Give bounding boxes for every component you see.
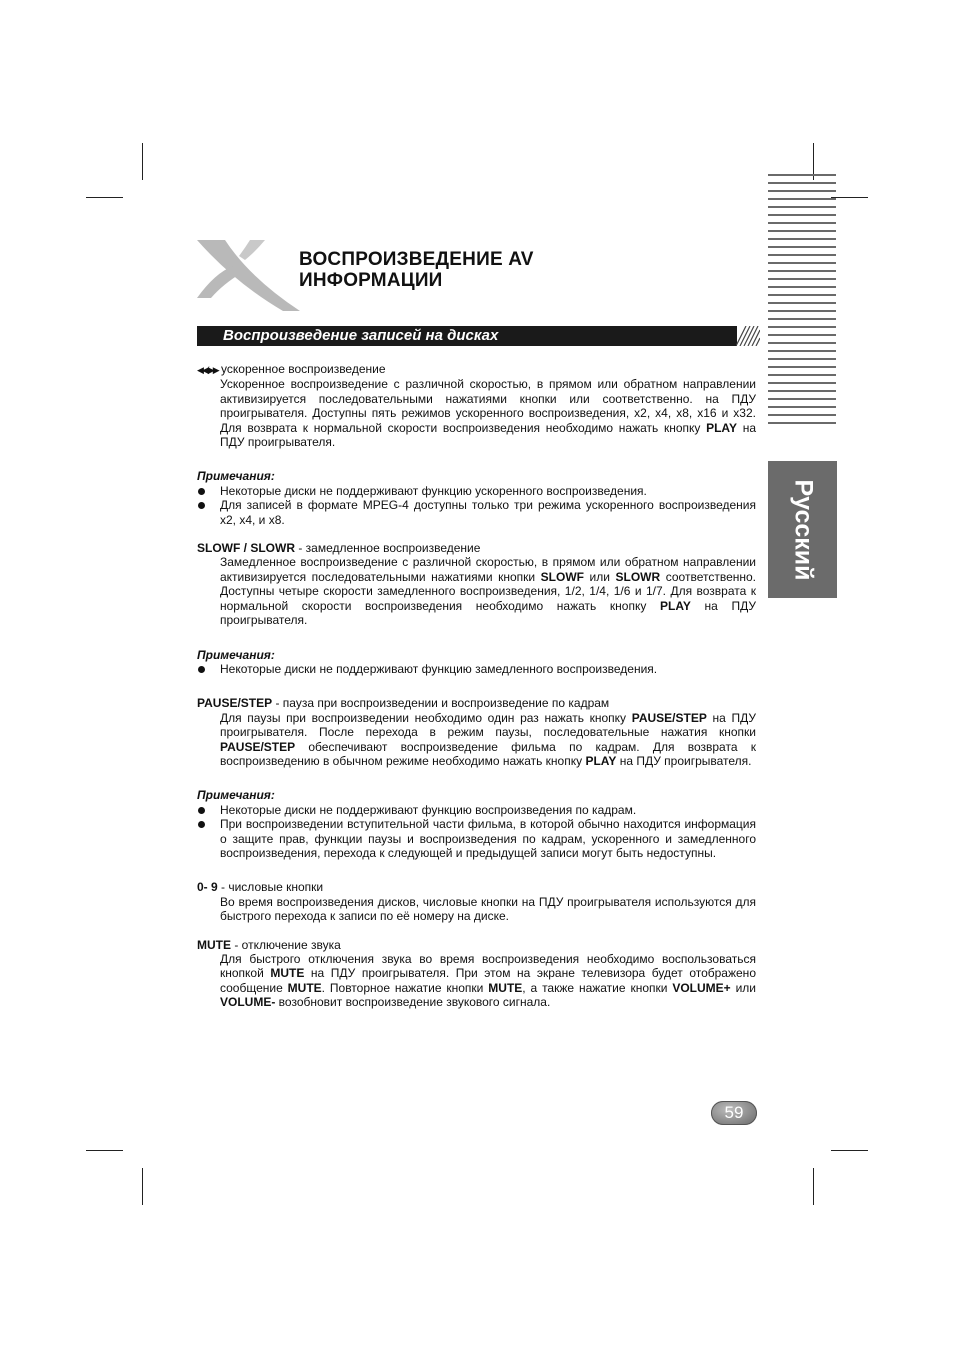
slow-play-text: Замедленное воспроизведение с различной скоростью, в прямом или обратном направлении активизируется последовательными нажатиями кнопки SLOWF или SLOWR соответственно. Доступны четыре скорости замедленного воспроизведения, 1/2, 1/4, 1/6 и 1/7. Для возврата к нормальной скорости воспроизведения необходимо нажать кнопку PLAY на ПДУ проигрывателя. bbox=[220, 555, 756, 628]
list-item: Некоторые диски не поддерживают функцию ускоренного воспроизведения. bbox=[197, 484, 756, 498]
list-item: При воспроизведении вступительной части фильма, в которой обычно находится информация о защите прав, функции паузы и воспроизведения по кадрам, ускоренного и замедленного воспроизведения, перехода к следующей и предыдущей записи могут быть недоступны. bbox=[197, 817, 756, 860]
list-item: Некоторые диски не поддерживают функцию воспроизведения по кадрам. bbox=[197, 803, 756, 817]
pause-step-text: Для паузы при воспроизведении необходимо один раз нажать кнопку PAUSE/STEP на ПДУ проигрывателя. После перехода в режим паузы, последовательные нажатия кнопки PAUSE/STEP обеспечивают воспроизведение фильма по кадрам. Для возврата к воспроизведению в обычном режиме необходимо нажать кнопку PLAY на ПДУ проигрывателя. bbox=[220, 710, 756, 768]
notes-list bbox=[197, 803, 756, 861]
list-item: Некоторые диски не поддерживают функцию замедленного воспроизведения. bbox=[197, 662, 756, 676]
number-keys-text: Во время воспроизведения дисков, числовые кнопки на ПДУ проигрывателя используются для быстрого перехода к записи по её номеру на диске. bbox=[220, 894, 756, 924]
notes-heading: Примечания: bbox=[197, 647, 275, 662]
section-bar: Воспроизведение записей на дисках bbox=[197, 326, 737, 346]
notes-heading: Примечания: bbox=[197, 788, 275, 803]
main-content bbox=[197, 362, 756, 1010]
crop-mark bbox=[86, 1150, 123, 1151]
crop-mark bbox=[813, 1168, 814, 1205]
language-tab-label: Русский bbox=[789, 478, 817, 581]
crop-mark bbox=[86, 197, 123, 198]
crop-mark bbox=[831, 197, 868, 198]
slow-play-heading: SLOWF / SLOWR - замедленное воспроизведение bbox=[197, 541, 481, 556]
hatch-decoration bbox=[736, 326, 760, 346]
fast-play-text: Ускоренное воспроизведение с различной скоростью, в прямом или обратном направлении активизируется последовательными нажатиями кнопки или соответственно. на ПДУ проигрывателя. Доступны пять режимов ускоренного воспроизведения, х2, х4, х8, х16 и х32. Для возврата к нормальной скорости воспроизведения необходимо нажать кнопку PLAY на ПДУ проигрывателя. bbox=[220, 377, 756, 450]
pause-step-heading: PAUSE/STEP - пауза при воспроизведении и воспроизведение по кадрам bbox=[197, 696, 610, 711]
mute-text: Для быстрого отключения звука во время воспроизведения необходимо воспользоваться кнопкой MUTE на ПДУ проигрывателя. При этом на экране телевизора будет отображено сообщение MUTE. Повторное нажатие кнопки MUTE, а также нажатие кнопки VOLUME+ или VOLUME- возобновит воспроизведение звукового сигнала. bbox=[220, 952, 756, 1010]
crop-mark bbox=[142, 143, 143, 180]
notes-list bbox=[197, 484, 756, 527]
notes-list bbox=[197, 662, 756, 676]
title-line-2: ИНФОРМАЦИИ bbox=[299, 270, 443, 291]
fast-rewind-forward-icon: ◀◀/ ▶▶ bbox=[197, 365, 218, 375]
number-keys-heading: 0- 9 - числовые кнопки bbox=[197, 880, 324, 895]
page-title bbox=[299, 249, 534, 291]
page-number: 59 bbox=[711, 1101, 757, 1125]
crop-mark bbox=[831, 1150, 868, 1151]
title-line-1: ВОСПРОИЗВЕДЕНИЕ AV bbox=[299, 249, 534, 270]
notes-heading: Примечания: bbox=[197, 469, 275, 484]
crop-mark bbox=[142, 1168, 143, 1205]
list-item: Для записей в формате MPEG-4 доступны только три режима ускоренного воспроизведения х2, х4, и х8. bbox=[197, 498, 756, 527]
language-tab bbox=[768, 461, 837, 598]
x-brand-logo-icon bbox=[195, 238, 305, 313]
fast-play-heading: ◀◀/ ▶▶ ускоренное воспроизведение bbox=[197, 362, 386, 376]
side-stripes bbox=[768, 174, 836, 430]
mute-heading: MUTE - отключение звука bbox=[197, 937, 341, 952]
